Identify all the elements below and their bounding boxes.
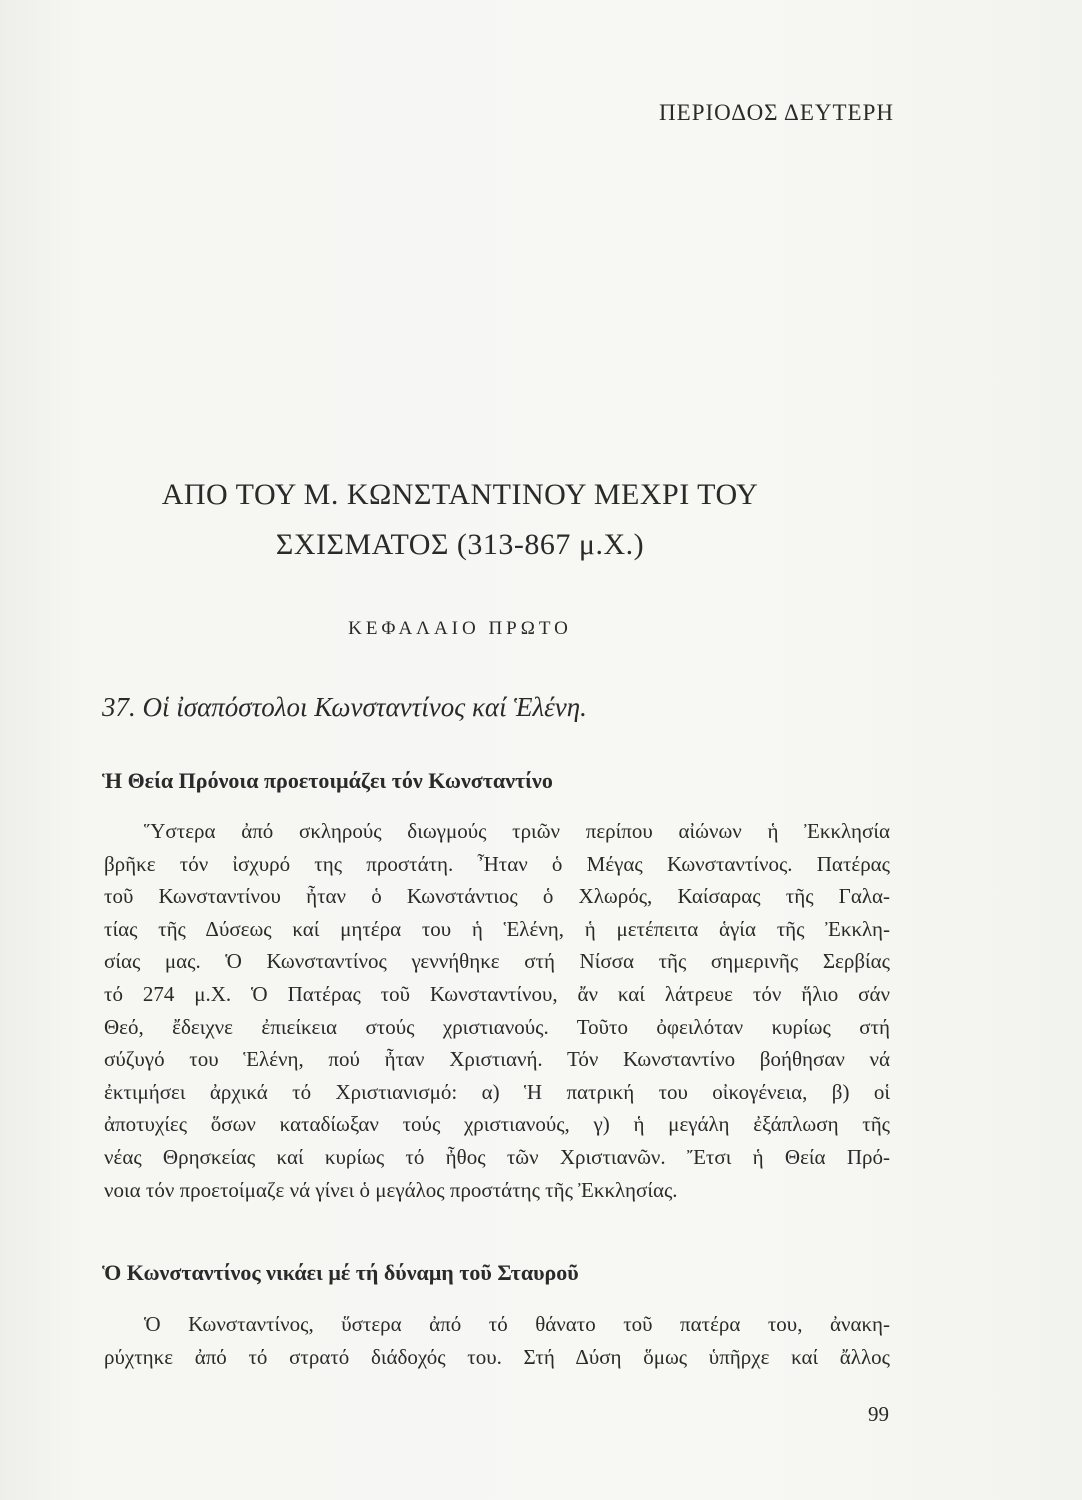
text-line: ἀποτυχίες ὅσων καταδίωξαν τούς χριστιανούς, γ) ἡ μεγάλη ἐξάπλωση τῆς [104,1112,890,1137]
paragraph-2 [104,1308,890,1373]
paragraph-1 [104,815,890,1206]
text-line: ἐκτιμήσει ἀρχικά τό Χριστιανισμό: α) Ἡ πατρική του οἰκογένεια, β) οἱ [104,1079,890,1104]
section-title-text: Οἱ ἰσαπόστολοι Κωνσταντίνος καί Ἑλένη. [142,692,587,722]
text-line: ρύχτηκε ἀπό τό στρατό διάδοχός του. Στή Δύση ὅμως ὑπῆρχε καί ἄλλος [104,1344,890,1369]
text-line: τίας τῆς Δύσεως καί μητέρα του ἡ Ἑλένη, ἡ μετέπειτα ἁγία τῆς Ἐκκλη- [104,916,890,941]
part-title-line-1: ΑΠΟ ΤΟΥ Μ. ΚΩΝΣΤΑΝΤΙΝΟΥ ΜΕΧΡΙ ΤΟΥ [161,478,759,511]
text-line: νέας Θρησκείας καί κυρίως τό ἦθος τῶν Χριστιανῶν. Ἔτσι ἡ Θεία Πρό- [104,1144,890,1169]
text-line: τό 274 μ.Χ. Ὁ Πατέρας τοῦ Κωνσταντίνου, ἄν καί λάτρευε τόν ἥλιο σάν [104,981,890,1006]
section-number: 37. [102,692,136,722]
text-line: βρῆκε τόν ἰσχυρό της προστάτη. Ἦταν ὁ Μέγας Κωνσταντίνος. Πατέρας [104,851,890,876]
text-line: τοῦ Κωνσταντίνου ἦταν ὁ Κωνστάντιος ὁ Χλωρός, Καίσαρας τῆς Γαλα- [104,884,890,909]
running-head: ΠΕΡΙΟΔΟΣ ΔΕΥΤΕΡΗ [659,100,894,125]
section-heading [102,692,587,723]
page-number: 99 [868,1402,889,1426]
text-line: σίας μας. Ὁ Κωνσταντίνος γεννήθηκε στή Νίσσα τῆς σημερινῆς Σερβίας [104,949,890,974]
text-line: Ὕστερα ἀπό σκληρούς διωγμούς τριῶν περίπου αἰώνων ἡ Ἐκκλησία [144,819,890,843]
text-line: Θεό, ἔδειχνε ἐπιείκεια στούς χριστιανούς. Τοῦτο ὀφειλόταν κυρίως στή [104,1014,890,1039]
part-title [0,470,920,570]
chapter-heading: ΚΕΦΑΛΑΙΟ ΠΡΩΤΟ [348,618,572,639]
text-line: σύζυγό του Ἑλένη, πού ἦταν Χριστιανή. Τόν Κωνσταντίνο βοήθησαν νά [104,1047,890,1072]
text-line: Ὁ Κωνσταντίνος, ὕστερα ἀπό τό θάνατο τοῦ πατέρα του, ἀνακη- [144,1312,890,1336]
text-line: νοια τόν προετοίμαζε νά γίνει ὁ μεγάλος προστάτης τῆς Ἐκκλησίας. [104,1177,678,1202]
part-title-line-2: ΣΧΙΣΜΑΤΟΣ (313-867 μ.Χ.) [275,528,645,561]
subheading-cross: Ὁ Κωνσταντίνος νικάει μέ τή δύναμη τοῦ Σταυροῦ [102,1260,579,1285]
subheading-providence: Ἡ Θεία Πρόνοια προετοιμάζει τόν Κωνσταντίνο [102,768,553,793]
